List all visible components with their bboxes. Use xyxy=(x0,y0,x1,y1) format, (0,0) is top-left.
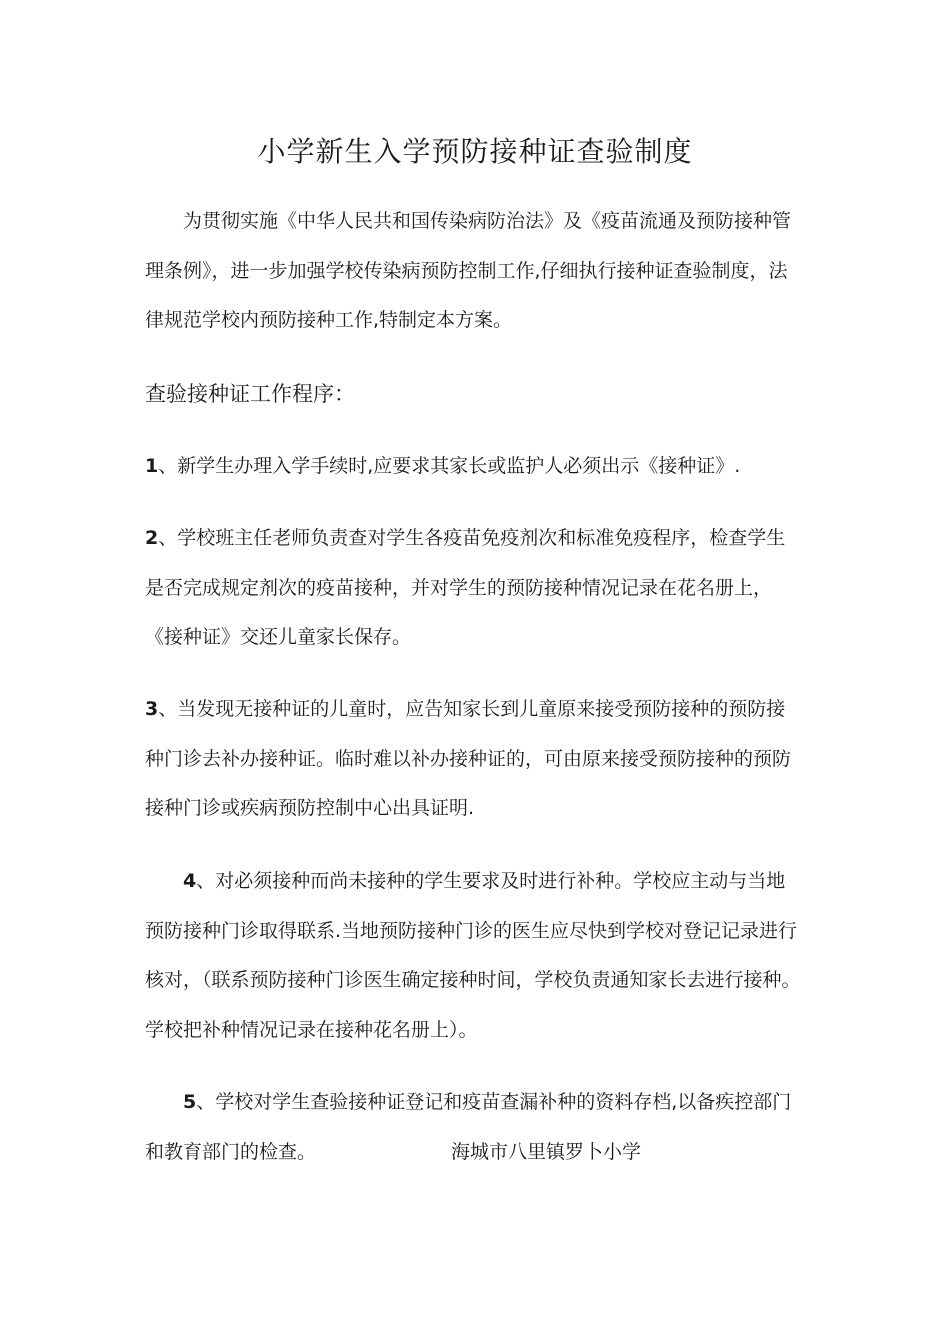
item-line: 种门诊去补办接种证。临时难以补办接种证的，可由原来接受预防接种的预防 xyxy=(145,747,792,770)
item-number: 5 xyxy=(183,1091,197,1113)
procedure-item-3 xyxy=(145,685,810,834)
intro-paragraph xyxy=(145,197,810,346)
item-line xyxy=(145,442,810,492)
item-text: 、当发现无接种证的儿童时，应告知家长到儿童原来接受预防接种的预防接 xyxy=(158,698,786,720)
school-signature: 海城市八里镇罗卜小学 xyxy=(451,1140,642,1163)
procedure-item-4 xyxy=(145,857,810,1055)
item-line xyxy=(145,685,810,735)
item-line: 《接种证》交还儿童家长保存。 xyxy=(145,626,412,648)
item-line xyxy=(145,514,810,564)
procedure-item-2 xyxy=(145,514,810,663)
item-text: 、新学生办理入学手续时,应要求其家长或监护人必须出示《接种证》. xyxy=(158,455,741,477)
item-number: 2 xyxy=(145,527,159,549)
item-text: 、学校班主任老师负责查对学生各疫苗免疫剂次和标准免疫程序，检查学生 xyxy=(158,527,786,549)
intro-line: 律规范学校内预防接种工作,特制定本方案。 xyxy=(145,309,513,331)
item-text: 、学校对学生查验接种证登记和疫苗查漏补种的资料存档,以备疾控部门 xyxy=(196,1091,792,1113)
section-heading: 查验接种证工作程序： xyxy=(145,382,355,406)
document-title: 小学新生入学预防接种证查验制度 xyxy=(257,135,693,168)
item-line: 核对，（联系预防接种门诊医生确定接种时间，学校负责通知家长去进行接种。 xyxy=(145,969,801,991)
intro-line: 理条例》，进一步加强学校传染病预防控制工作,仔细执行接种证查验制度，法 xyxy=(145,259,788,282)
item-text: 、对必须接种而尚未接种的学生要求及时进行补种。学校应主动与当地 xyxy=(196,870,786,892)
procedure-item-1 xyxy=(145,442,810,492)
item-text: 和教育部门的检查。 xyxy=(145,1140,317,1163)
item-line xyxy=(145,1078,810,1128)
item-line: 接种门诊或疾病预防控制中心出具证明. xyxy=(145,797,475,819)
item-number: 3 xyxy=(145,698,159,720)
item-number: 1 xyxy=(145,455,159,477)
item-line: 预防接种门诊取得联系.当地预防接种门诊的医生应尽快到学校对登记记录进行 xyxy=(145,919,798,942)
item-line: 学校把补种情况记录在接种花名册上）。 xyxy=(145,1018,478,1041)
item-line xyxy=(145,1128,810,1178)
procedure-item-5 xyxy=(145,1078,810,1177)
item-line xyxy=(145,857,810,907)
item-line: 是否完成规定剂次的疫苗接种，并对学生的预防接种情况记录在花名册上， xyxy=(145,576,773,599)
item-number: 4 xyxy=(183,870,197,892)
intro-line: 为贯彻实施《中华人民共和国传染病防治法》及《疫苗流通及预防接种管 xyxy=(183,210,792,232)
